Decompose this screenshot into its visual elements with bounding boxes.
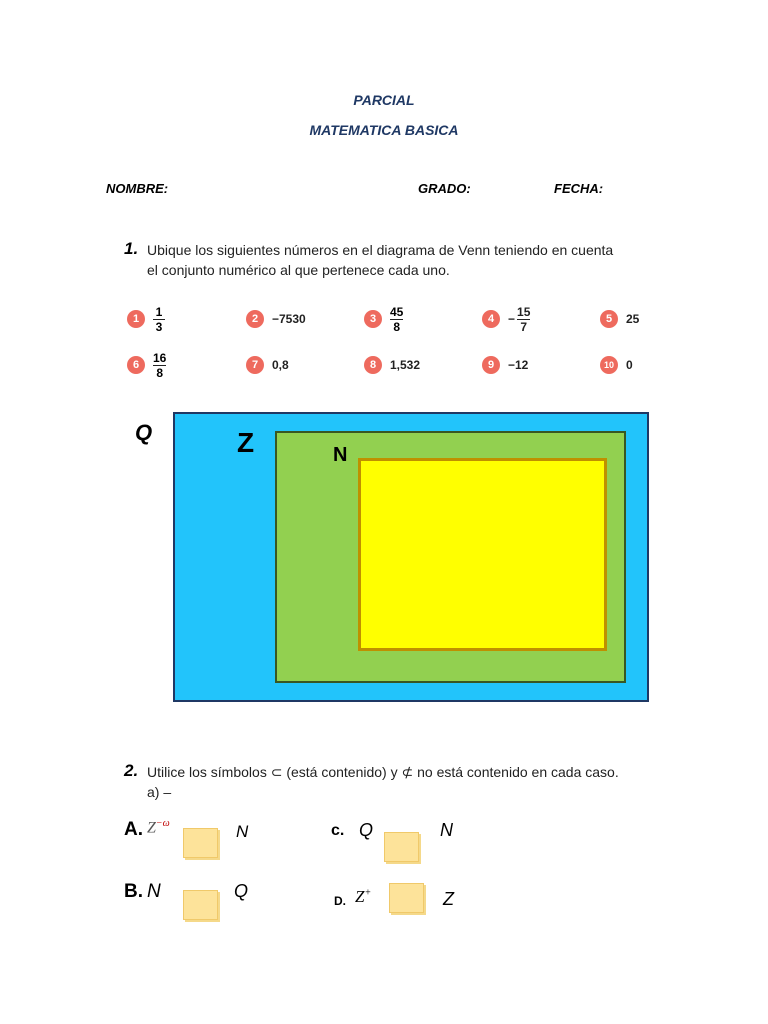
option-b-label: B. (124, 881, 143, 902)
option-c-answer-box[interactable] (384, 832, 419, 862)
option-b-answer-box[interactable] (183, 890, 218, 920)
exam-subtitle: MATEMATICA BASICA (309, 122, 459, 138)
option-c-left-set: Q (359, 820, 374, 840)
question-1-text-line2: el conjunto numérico al que pertenece cada uno. (147, 262, 450, 278)
option-d-label: D. (334, 894, 346, 908)
item-value: 1,532 (390, 358, 421, 372)
item-6 (127, 350, 166, 380)
option-d-left-set: Z+ (355, 887, 372, 906)
item-10 (600, 350, 633, 380)
option-d-right-set: Z (443, 889, 454, 909)
item-number-badge: 4 (482, 310, 500, 328)
option-a-right-set: N (236, 822, 249, 841)
option-c-right-set: N (440, 820, 453, 840)
fraction: $\frac{45}{8}$ (390, 304, 404, 334)
fraction: $\frac{1}{3}$ (153, 306, 165, 333)
item-9 (482, 350, 528, 380)
item-value: 0,8 (272, 358, 289, 372)
question-2-number: 2. (124, 761, 139, 780)
fraction: $\frac{15}{7}$ (517, 304, 531, 334)
question-2-text-line1: Utilice los símbolos ⊂ (está contenido) y ⊄ no está contenido en cada caso. (147, 764, 619, 780)
item-5 (600, 304, 639, 334)
item-4: 4 − $\frac{15}{7}$ (482, 304, 530, 334)
set-n-label: N (333, 444, 348, 466)
set-n-rectangle (358, 458, 607, 651)
option-a-answer-box[interactable] (183, 828, 218, 858)
item-number-badge: 10 (600, 356, 618, 374)
option-b-right-set: Q (234, 881, 249, 901)
item-number-badge: 1 (127, 310, 145, 328)
item-number-badge: 2 (246, 310, 264, 328)
set-q-label: Q (135, 420, 153, 445)
item-8 (364, 350, 420, 380)
question-2-text-line2: a) – (147, 784, 172, 800)
option-c-label: c. (331, 822, 345, 839)
grado-label: GRADO: (418, 181, 471, 196)
exam-title: PARCIAL (353, 92, 415, 108)
item-3 (364, 304, 403, 334)
item-2 (246, 304, 306, 334)
item-value: 0 (626, 358, 633, 372)
nombre-label: NOMBRE: (106, 181, 169, 196)
item-value: −7530 (272, 312, 306, 326)
item-number-badge: 3 (364, 310, 382, 328)
option-d-answer-box[interactable] (389, 883, 424, 913)
item-number-badge: 6 (127, 356, 145, 374)
item-7 (246, 350, 289, 380)
item-number-badge: 7 (246, 356, 264, 374)
set-z-label: Z (237, 427, 255, 458)
option-a-label: A. (124, 819, 143, 840)
item-1 (127, 304, 165, 334)
item-number-badge: 9 (482, 356, 500, 374)
question-1-number: 1. (124, 239, 139, 258)
fecha-label: FECHA: (554, 181, 604, 196)
question-1-text-line1: Ubique los siguientes números en el diagrama de Venn teniendo en cuenta (147, 242, 614, 258)
fraction: $\frac{16}{8}$ (153, 350, 167, 380)
option-a-left-set: $Z^{-\omega}$ (147, 818, 170, 837)
item-number-badge: 8 (364, 356, 382, 374)
item-value: 25 (626, 312, 640, 326)
item-number-badge: 5 (600, 310, 618, 328)
item-value: −12 (508, 358, 529, 372)
option-b-left-set: N (147, 881, 161, 902)
